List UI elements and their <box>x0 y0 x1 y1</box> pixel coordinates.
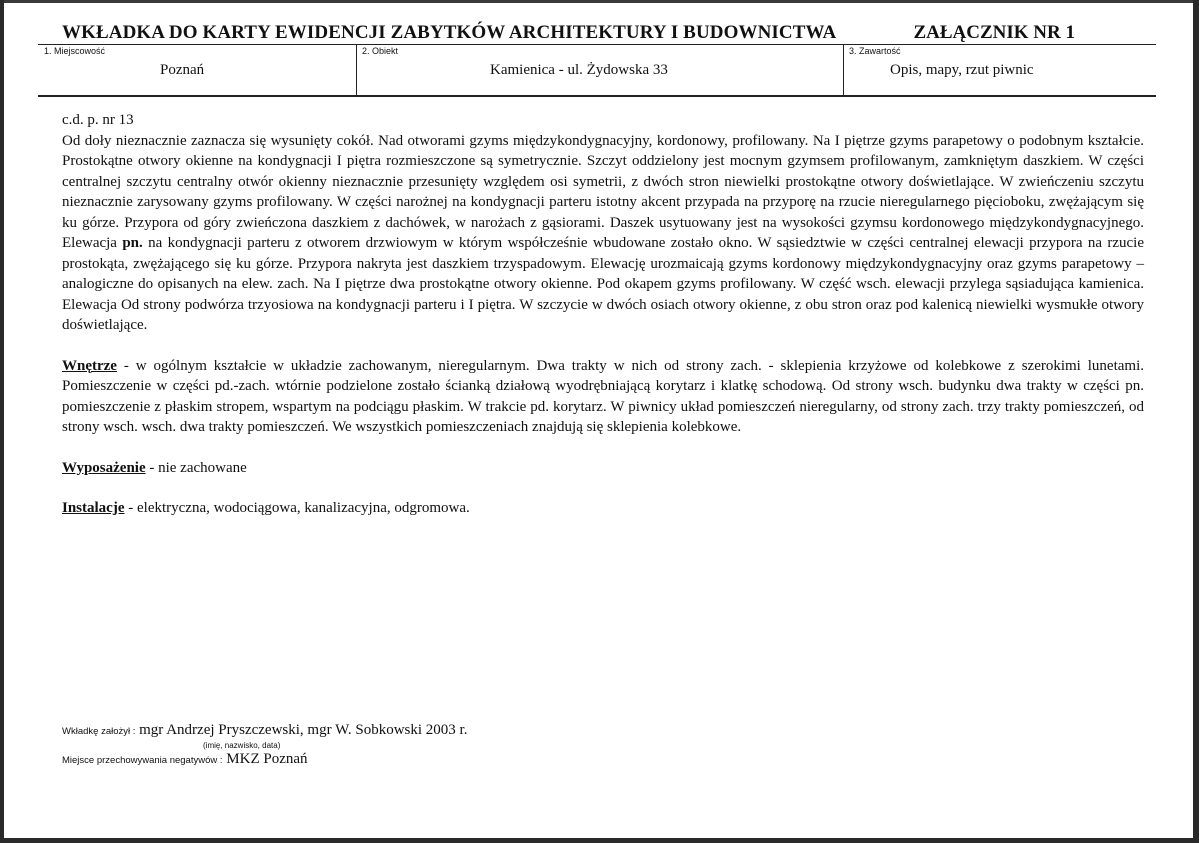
field-divider-1 <box>356 44 357 96</box>
equipment-text: - nie zachowane <box>145 459 247 476</box>
scan-edge-right <box>1193 0 1199 843</box>
header-rule-bottom <box>38 95 1156 97</box>
installations-paragraph <box>62 498 1144 519</box>
author-hint: (imię, nazwisko, data) <box>203 741 281 750</box>
scan-edge-left <box>0 0 4 843</box>
contents-value: Opis, mapy, rzut piwnic <box>890 62 1034 78</box>
installations-text: - elektryczna, wodociągowa, kanalizacyjna, odgromowa. <box>124 500 470 516</box>
interior-text: - w ogólnym kształcie w układzie zachowanym, nieregularnym. Dwa trakty w nich od strony zach. - sklepienia krzyżowe od kolebkowe z szerokimi lunetami. Pomieszczenie w części pd.-zach. wtórnie podzielone zostało ścianką działową wyodrębniającą korytarz i klatkę schodową. Od strony wsch. budynku dwa trakty w części pn. pomieszczenie z płaskim stropem, wspartym na podciągu płaskim. W trakcie pd. korytarz. W piwnicy układ pomieszczeń nieregularny, od strony zach. trzy trakty pomieszczeń, od strony wsch. wsch. dwa trakty pomieszczeń. We wszystkich pomieszczeniach znajdują się sklepienia kolebkowe. <box>62 357 1144 435</box>
scan-edge-bottom <box>0 838 1199 843</box>
object-label: 2. Obiekt <box>362 46 399 56</box>
facade-description-part-2: na kondygnacji parteru z otworem drzwiowym w którym współcześnie wbudowane zostało okno. W sąsiedztwie w części centralnej elewacji przypora na rzucie prostokąta, zwężającego się ku górze. Przypora nakryta jest daszkiem trzyspadowym. Elewację urozmaicają gzyms kordonowy międzykondygnacyjny oraz gzyms parapetowy – analogiczne do opisanych na elew. zach. Na I piętrze dwa prostokątne otwory okienne. Pod okapem gzyms profilowany. W część wsch. elewacji przylega sąsiadująca kamienica. Elewacja Od strony podwórza trzyosiowa na kondygnacji parteru i I piętra. W szczycie w dwóch osiach otwory okienne, z obu stron oraz pod kalenicą niewielki wysmukłe otwory doświetlające. <box>62 235 1144 333</box>
interior-heading: Wnętrze <box>62 357 117 374</box>
storage-label: Miejsce przechowywania negatywów : <box>62 755 223 766</box>
facade-description-part-1: Od doły nieznacznie zaznacza się wysunięty cokół. Nad otworami gzyms międzykondygnacyjny, kordonowy, profilowany. Na I piętrze gzyms parapetowy o podobnym kształcie. Prostokątne otwory okienne na kondygnacji I piętra rozmieszczone są symetrycznie. Szczyt oddzielony jest mocnym gzymsem profilowanym, zamkniętym daszkiem. W części centralnej szczytu centralny otwór okienny nieznacznie przesunięty względem osi symetrii, z dwóch stron niewielki prostokątne otwory doświetlające. W zwieńczeniu szczytu nieznacznie zarysowany gzyms profilowany. W części narożnej na kondygnacji parteru istotny akcent przypada na przyporę na rzucie nieregularnego pięcioboku, zwężającym się ku górze. Przypora od góry zwieńczona daszkiem z dachówek, w narożach z gąsiorami. Daszek usytuowany jest na wysokości gzymsu kordonowego międzykondygnacyjnego. Elewacja <box>62 132 1144 251</box>
document-title: WKŁADKA DO KARTY EWIDENCJI ZABYTKÓW ARCHITEKTURY I BUDOWNICTWA <box>62 22 837 43</box>
field-divider-2 <box>843 44 844 96</box>
header-rule-top <box>38 44 1156 45</box>
continuation-note: c.d. p. nr 13 <box>62 112 134 128</box>
equipment-paragraph <box>62 458 1144 479</box>
author-value: mgr Andrzej Pryszczewski, mgr W. Sobkowski 2003 r. <box>135 722 468 738</box>
facade-description <box>62 131 1144 336</box>
north-abbrev: pn. <box>122 235 143 251</box>
description-body <box>62 110 1144 519</box>
locality-value: Poznań <box>160 62 205 78</box>
equipment-heading: Wyposażenie <box>62 459 146 476</box>
annex-number: ZAŁĄCZNIK NR 1 <box>913 22 1075 43</box>
interior-paragraph <box>62 356 1144 438</box>
locality-label: 1. Miejscowość <box>44 46 106 56</box>
object-value: Kamienica - ul. Żydowska 33 <box>490 62 668 78</box>
author-label: Wkładkę założył : <box>62 726 136 737</box>
scan-edge-top <box>0 0 1199 3</box>
installations-heading: Instalacje <box>62 500 125 516</box>
storage-line <box>62 750 308 768</box>
contents-label: 3. Zawartość <box>849 46 901 56</box>
storage-value: MKZ Poznań <box>222 751 308 767</box>
author-line <box>62 721 467 739</box>
